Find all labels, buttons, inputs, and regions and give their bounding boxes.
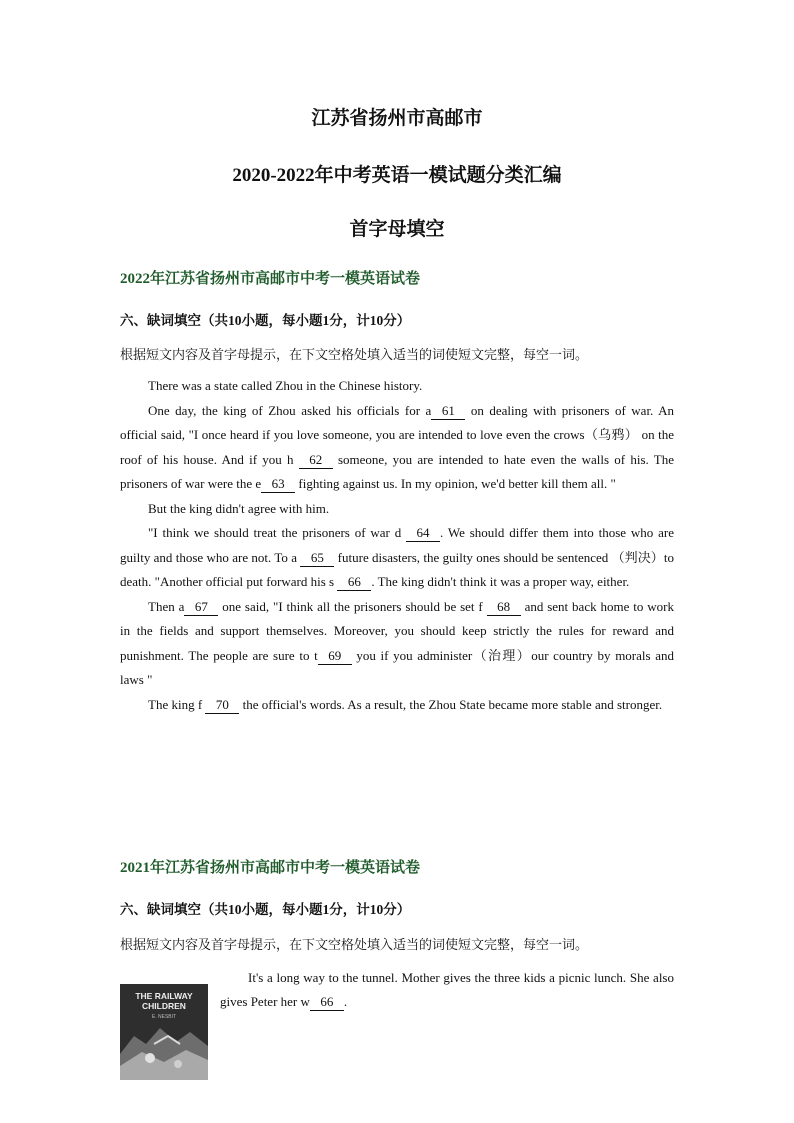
passage-text: on dealing with prisoners of war. An official said, "I once heard if you love someone, you are intended to love even the crows（乌鸦） on the roof of his house. And if you h bbox=[120, 402, 674, 467]
answer-blank[interactable]: 66 bbox=[337, 574, 371, 591]
passage-paragraph bbox=[120, 595, 674, 693]
answer-blank[interactable]: 67 bbox=[184, 599, 218, 616]
passage-text: It's a long way to the tunnel. Mother gives the three kids a picnic lunch. She also gives Peter her w bbox=[220, 970, 674, 1009]
passage-text: someone, you are intended to hate even the walls of his. The prisoners of war were the e bbox=[120, 451, 674, 491]
passage-text: . The king didn't think it was a proper way, either. bbox=[371, 574, 630, 589]
passage-text: "I think we should treat the prisoners of war d bbox=[148, 525, 407, 540]
answer-blank[interactable]: 68 bbox=[487, 599, 521, 616]
passage-paragraph bbox=[120, 374, 674, 399]
passage-text: But the king didn't agree with him. bbox=[148, 500, 330, 516]
passage-text: . We should differ them into those who are guilty and those who are not. To a bbox=[120, 525, 674, 565]
document-topic: 首字母填空 bbox=[349, 219, 445, 240]
section-instruction-2022: 根据短文内容及首字母提示，在下文空格处填入适当的词使短文完整，每空一词。 bbox=[120, 347, 589, 362]
passage-text: There was a state called Zhou in the Chinese history. bbox=[148, 378, 423, 393]
section-instruction-2021: 根据短文内容及首字母提示，在下文空格处填入适当的词使短文完整，每空一词。 bbox=[120, 937, 589, 952]
passage-text: Then a bbox=[148, 598, 185, 614]
answer-blank[interactable]: 61 bbox=[431, 403, 465, 420]
section-heading-2021: 2021年江苏省扬州市高邮市中考一模英语试卷 bbox=[120, 860, 421, 876]
passage-text: . bbox=[343, 994, 348, 1009]
passage-2021 bbox=[220, 966, 674, 1014]
passage-paragraph bbox=[120, 497, 674, 522]
answer-blank[interactable]: 63 bbox=[261, 476, 295, 493]
document-title: 江苏省扬州市高邮市 bbox=[311, 108, 483, 129]
passage-paragraph bbox=[120, 693, 674, 718]
book-author: E. NESBIT bbox=[151, 1014, 177, 1020]
passage-paragraph bbox=[120, 521, 674, 595]
book-title: THE RAILWAY CHILDREN bbox=[135, 991, 193, 1011]
passage-text: The king f bbox=[148, 696, 206, 712]
section-subheading-2022: 六、缺词填空（共10小题，每小题1分，计10分） bbox=[120, 313, 411, 328]
passage-text: One day, the king of Zhou asked his officials for a bbox=[148, 402, 432, 418]
passage-text: and sent back home to work in the fields and support themselves. Moreover, you should keep strictly the rules for reward and punishment. The people are sure to t bbox=[120, 598, 674, 663]
answer-blank[interactable]: 66 bbox=[310, 994, 344, 1011]
answer-blank[interactable]: 62 bbox=[299, 452, 333, 469]
section-subheading-2021: 六、缺词填空（共10小题，每小题1分，计10分） bbox=[120, 902, 411, 917]
answer-blank[interactable]: 65 bbox=[300, 550, 334, 567]
passage-text: one said, "I think all the prisoners should be set f bbox=[218, 598, 487, 614]
book-cover-image bbox=[120, 984, 208, 1080]
answer-blank[interactable]: 69 bbox=[318, 648, 352, 665]
passage-text: the official's words. As a result, the Zhou State became more stable and stronger. bbox=[239, 696, 663, 712]
passage-paragraph bbox=[120, 399, 674, 497]
section-heading-2022: 2022年江苏省扬州市高邮市中考一模英语试卷 bbox=[120, 271, 421, 287]
passage-text: fighting against us. In my opinion, we'd better kill them all. " bbox=[295, 476, 616, 491]
document-subtitle: 2020-2022年中考英语一模试题分类汇编 bbox=[232, 165, 562, 186]
answer-blank[interactable]: 64 bbox=[406, 525, 440, 542]
passage-2022 bbox=[120, 374, 674, 717]
passage-text: future disasters, the guilty ones should be sentenced （判决）to death. "Another official put forward his s bbox=[120, 549, 674, 589]
passage-text: you if you administer（治理）our country by morals and laws " bbox=[120, 647, 675, 687]
answer-blank[interactable]: 70 bbox=[205, 697, 239, 714]
passage-paragraph bbox=[220, 966, 674, 1014]
